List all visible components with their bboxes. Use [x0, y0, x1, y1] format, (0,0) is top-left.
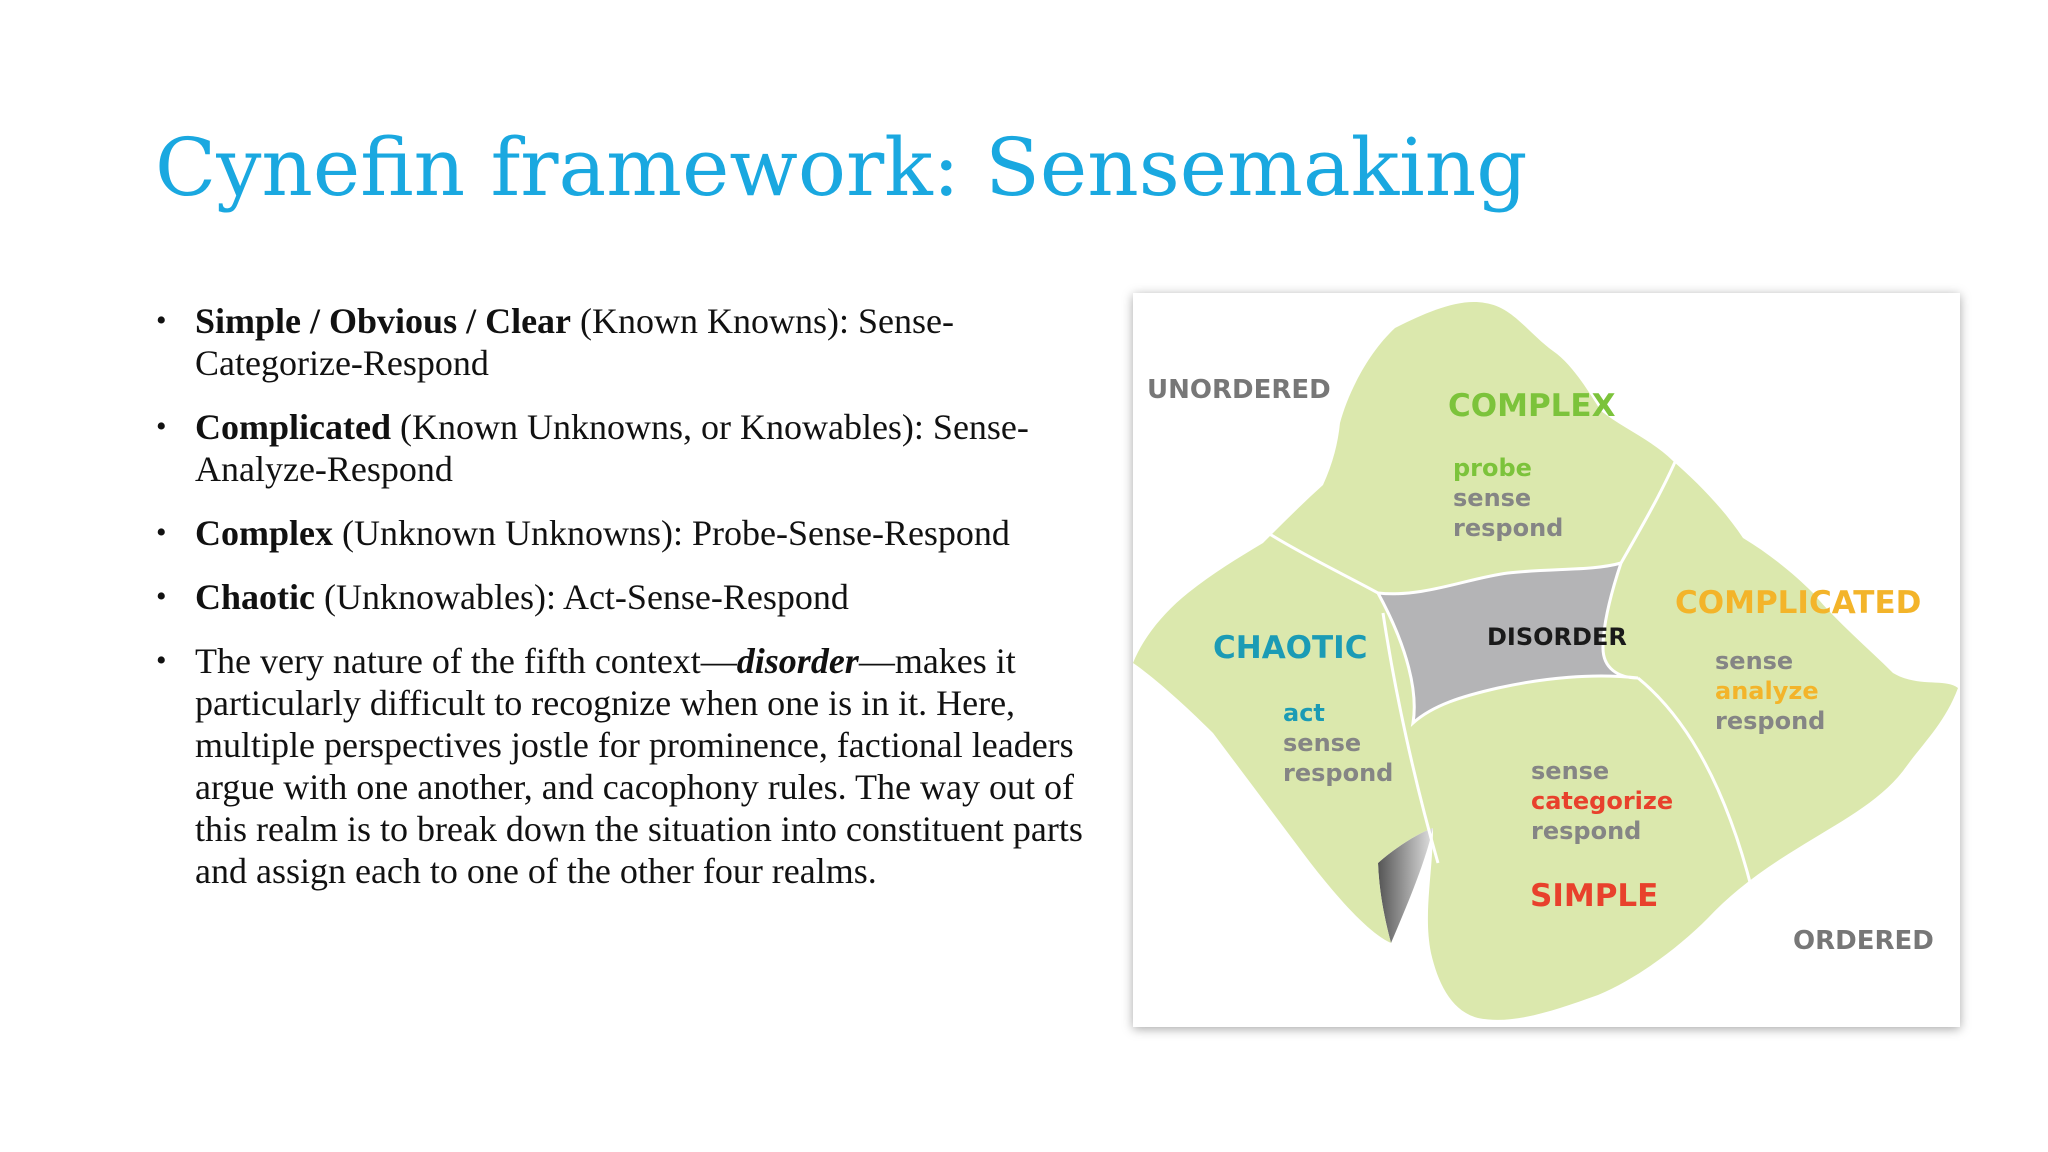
simple-step-respond: respond [1531, 817, 1642, 845]
bullet-text: (Unknowables): Act-Sense-Respond [315, 577, 849, 617]
unordered-label: UNORDERED [1147, 375, 1331, 405]
bullet-term: Simple / Obvious / Clear [195, 301, 572, 341]
complicated-step-respond: respond [1715, 707, 1826, 735]
bullet-dot-icon: • [156, 644, 167, 677]
complex-title: COMPLEX [1448, 388, 1616, 424]
bullet-dot-icon: • [156, 580, 167, 613]
bullet-list [150, 300, 1090, 914]
bullet-dot-icon: • [156, 516, 167, 549]
chaotic-title: CHAOTIC [1213, 630, 1368, 666]
slide-title: Cynefin framework: Sensemaking [155, 121, 1528, 214]
complex-step-probe: probe [1453, 454, 1532, 482]
ordered-label: ORDERED [1793, 926, 1934, 956]
chaotic-step-sense: sense [1283, 729, 1362, 757]
bullet-complex [150, 512, 1090, 554]
cynefin-diagram [1133, 293, 1960, 1027]
simple-title: SIMPLE [1530, 878, 1659, 914]
chaotic-step-act: act [1283, 699, 1325, 727]
disorder-label: DISORDER [1487, 623, 1627, 651]
complicated-step-analyze: analyze [1715, 677, 1819, 705]
bullet-dot-icon: • [156, 304, 167, 337]
bullet-simple [150, 300, 1090, 384]
complex-step-respond: respond [1453, 514, 1564, 542]
bullet-complicated [150, 406, 1090, 490]
bullet-text: (Known Knowns): Sense-Categorize-Respond [195, 301, 954, 383]
bullet-dot-icon: • [156, 410, 167, 443]
bullet-term: Complex [195, 513, 333, 553]
complex-step-sense: sense [1453, 484, 1532, 512]
simple-step-sense: sense [1531, 757, 1610, 785]
bullet-chaotic [150, 576, 1090, 618]
bullet-text: (Unknown Unknowns): Probe-Sense-Respond [333, 513, 1010, 553]
bullet-text: The very nature of the fifth context— [195, 641, 737, 681]
bullet-emphasis: disorder [736, 641, 859, 681]
chaotic-step-respond: respond [1283, 759, 1394, 787]
bullet-term: Complicated [195, 407, 391, 447]
bullet-disorder [150, 640, 1090, 892]
complicated-title: COMPLICATED [1675, 585, 1922, 621]
bullet-text: —makes it particularly difficult to recognize when one is in it. Here, multiple perspectives jostle for prominence, factional leaders argue with one another, and cacophony rules. The way out of this realm is to break down the situation into constituent parts and assign each to one of the other four realms. [195, 641, 1083, 891]
bullet-text: (Known Unknowns, or Knowables): Sense-Analyze-Respond [195, 407, 1029, 489]
simple-step-categorize: categorize [1531, 787, 1674, 815]
complicated-step-sense: sense [1715, 647, 1794, 675]
bullet-term: Chaotic [195, 577, 315, 617]
